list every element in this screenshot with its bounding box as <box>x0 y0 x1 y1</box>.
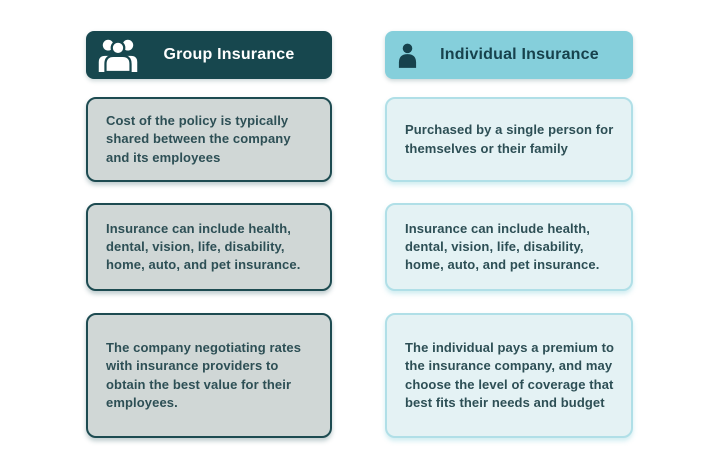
group-card-negotiation-text: The company negotiating rates with insurance providers to obtain the best value for their employees. <box>106 340 302 410</box>
group-card-coverage-types <box>86 203 332 291</box>
group-card-cost-sharing-text: Cost of the policy is typically shared between the company and its employees <box>106 113 291 165</box>
individual-card-coverage-types <box>385 203 633 291</box>
group-card-negotiation <box>86 313 332 438</box>
group-card-coverage-types-text: Insurance can include health, dental, vision, life, disability, home, auto, and pet insurance. <box>106 220 301 273</box>
individual-insurance-column <box>385 31 633 438</box>
individual-card-premium <box>385 313 633 438</box>
individual-card-premium-text: The individual pays a premium to the insurance company, and may choose the level of coverage that best fits their needs and budget <box>405 340 615 410</box>
group-people-icon <box>98 38 138 72</box>
individual-card-purchase <box>385 97 633 182</box>
group-insurance-column <box>86 31 332 438</box>
group-insurance-title: Group Insurance <box>163 46 295 63</box>
group-card-cost-sharing <box>86 97 332 182</box>
individual-card-coverage-types-text: Insurance can include health, dental, vision, life, disability, home, auto, and pet insurance. <box>405 220 600 273</box>
single-person-icon <box>397 43 418 68</box>
individual-card-purchase-text: Purchased by a single person for themselves or their family <box>405 122 614 156</box>
individual-insurance-title: Individual Insurance <box>440 46 599 63</box>
group-insurance-header <box>86 31 332 79</box>
individual-insurance-header <box>385 31 633 79</box>
